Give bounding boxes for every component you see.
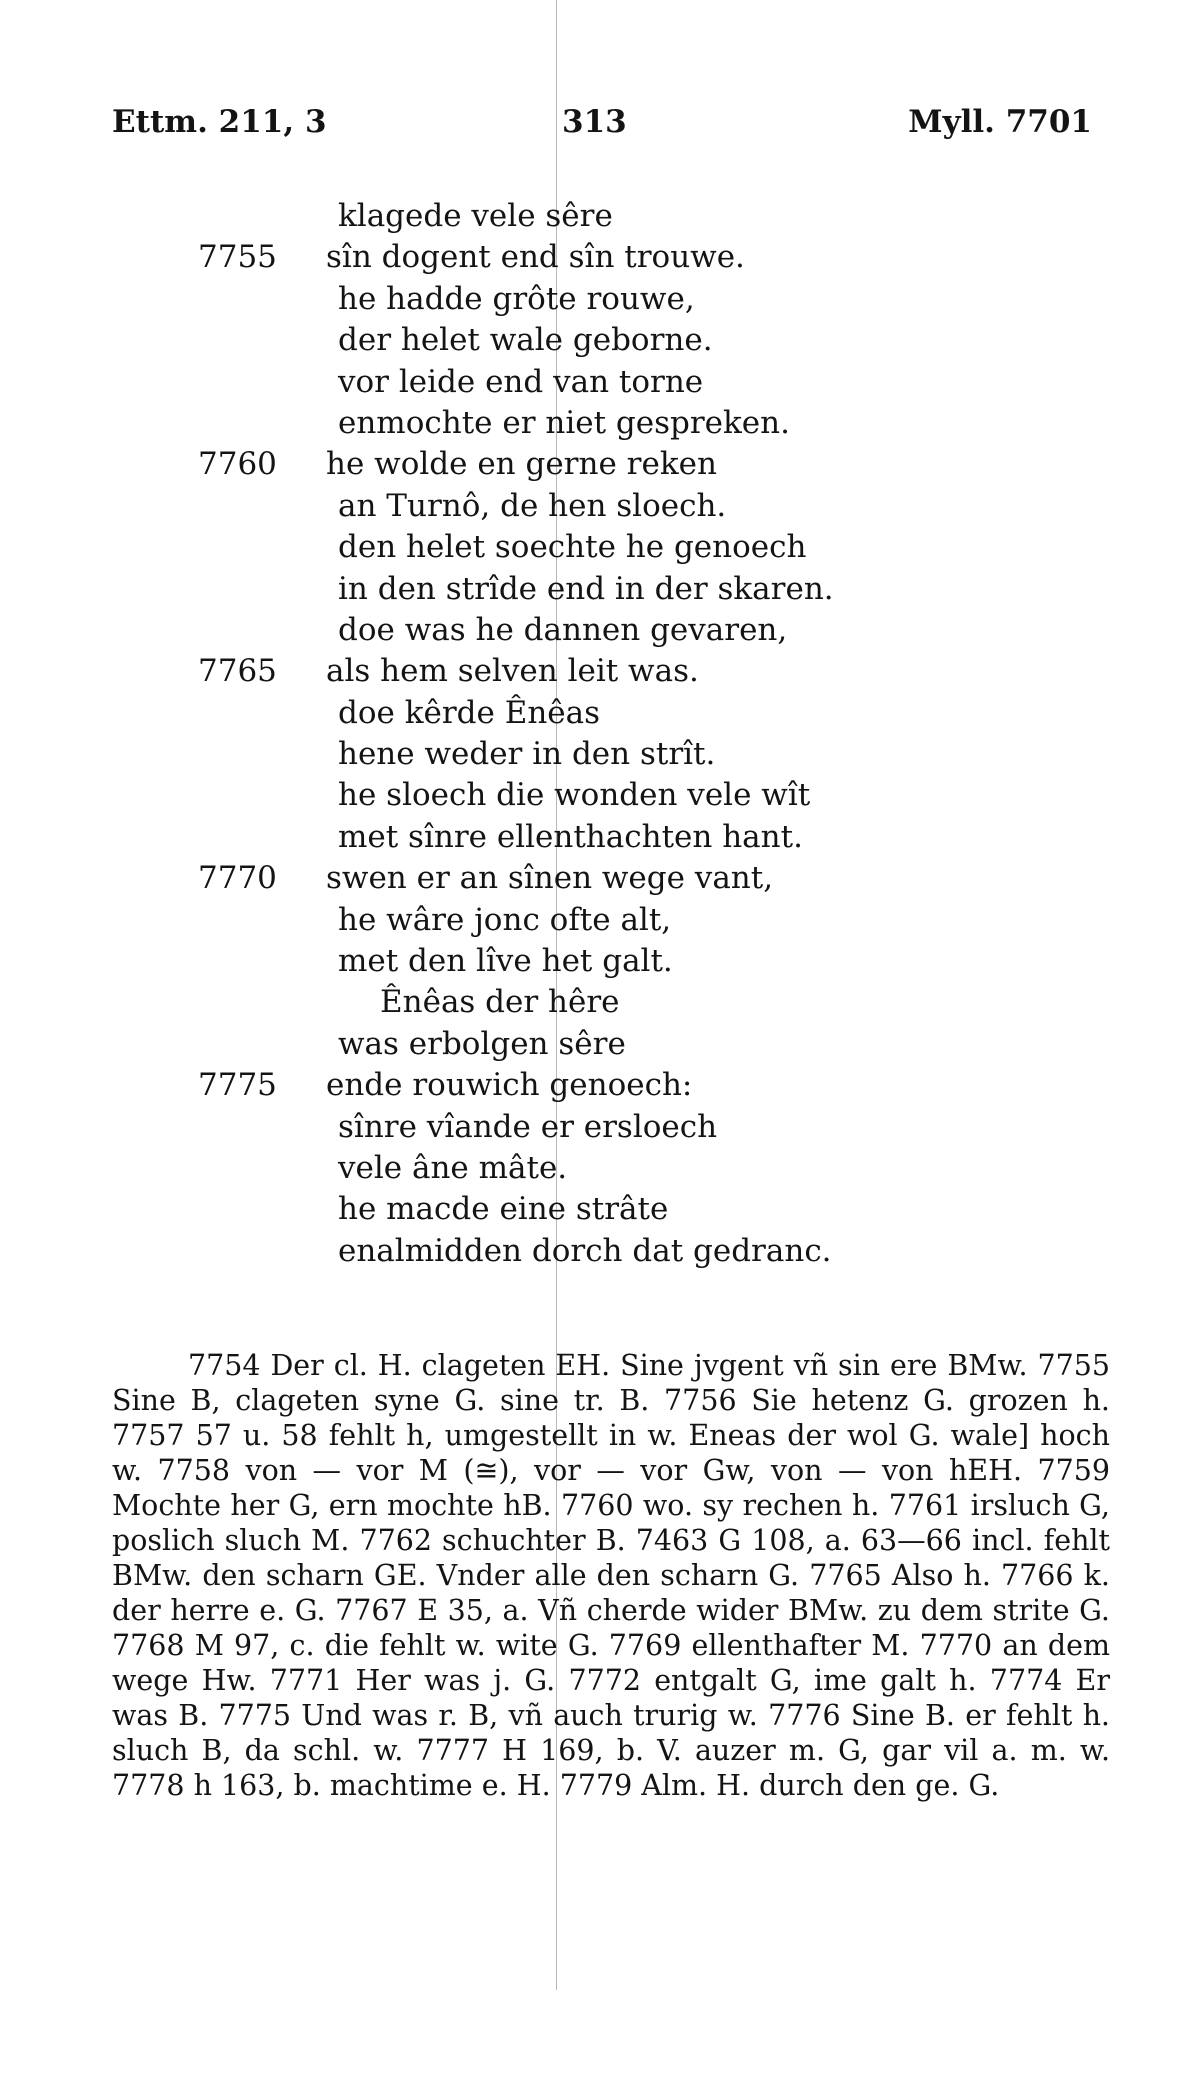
verse-line [0, 237, 1200, 278]
verse-number: 7765 [198, 653, 277, 690]
verse-number: 7760 [198, 446, 277, 483]
verse-line [0, 941, 1200, 982]
verse-text: vele âne mâte. [338, 1149, 568, 1186]
verse-line [0, 279, 1200, 320]
verse-line [0, 775, 1200, 816]
verse-line [0, 1065, 1200, 1106]
header-ettmueller-reference: Ettm. 211, 3 [112, 104, 327, 140]
verse-line [0, 651, 1200, 692]
header-myller-reference: Myll. 7701 [908, 104, 1092, 140]
verse-text: sînre vîande er ersloech [338, 1108, 718, 1145]
verse-line [0, 982, 1200, 1023]
verse-text: sîn dogent end sîn trouwe. [326, 239, 745, 276]
verse-text: was erbolgen sêre [338, 1025, 626, 1062]
verse-text: enalmidden dorch dat gedranc. [338, 1232, 832, 1269]
verse-line [0, 569, 1200, 610]
verse-text: hene weder in den strît. [338, 736, 716, 773]
verse-text: den helet soechte he genoech [338, 529, 807, 566]
verse-line [0, 1231, 1200, 1272]
verse-text: he sloech die wonden vele wît [338, 777, 811, 814]
verse-text: doe was he dannen gevaren, [338, 611, 788, 648]
verse-number: 7770 [198, 860, 277, 897]
verse-line [0, 486, 1200, 527]
verse-line [0, 320, 1200, 361]
verse-text: als hem selven leit was. [326, 653, 699, 690]
verse-text: swen er an sînen wege vant, [326, 860, 774, 897]
verse-line [0, 900, 1200, 941]
verse-line [0, 403, 1200, 444]
page-header [112, 104, 1092, 144]
verse-line [0, 1024, 1200, 1065]
verse-text: he hadde grôte rouwe, [338, 280, 695, 317]
verse-line [0, 527, 1200, 568]
verse-line [0, 444, 1200, 485]
verse-text: doe kêrde Ênêas [338, 694, 601, 731]
verse-line [0, 1148, 1200, 1189]
apparatus-text: 7754 Der cl. H. clageten EH. Sine jvgent vñ sin ere BMw. 7755 Sine B, clageten syne G. sine tr. B. 7756 Sie hetenz G. grozen h. 7757 57 u. 58 fehlt h, umgestellt in w. Eneas der wol G. wale] hoch w. 7758 von — vor M (≅), vor — vor Gw, von — von hEH. 7759 Mochte her G, ern mochte hB. 7760 wo. sy rechen h. 7761 irsluch G, poslich sluch M. 7762 schuchter B. 7463 G 108, a. 63—66 incl. fehlt BMw. den scharn GE. Vnder alle den scharn G. 7765 Also h. 7766 k. der herre e. G. 7767 E 35, a. Vñ cherde wider BMw. zu dem strite G. 7768 M 97, c. die fehlt w. wite G. 7769 ellenthafter M. 7770 an dem wege Hw. 7771 Her was j. G. 7772 entgalt G, ime galt h. 7774 Er was B. 7775 Und was r. B, vñ auch trurig w. 7776 Sine B. er fehlt h. sluch B, da schl. w. 7777 H 169, b. V. auzer m. G, gar vil a. m. w. 7778 h 163, b. machtime e. H. 7779 Alm. H. durch den ge. G. [112, 1349, 1110, 1802]
verse-text-block [0, 196, 1200, 1272]
verse-text: an Turnô, de hen sloech. [338, 487, 727, 524]
verse-text: met den lîve het galt. [338, 943, 673, 980]
verse-number: 7775 [198, 1067, 277, 1104]
verse-text: he wolde en gerne reken [326, 446, 717, 483]
verse-line [0, 734, 1200, 775]
verse-text: in den strîde end in der skaren. [338, 570, 834, 607]
verse-line [0, 1107, 1200, 1148]
critical-apparatus [112, 1348, 1110, 1803]
verse-line [0, 693, 1200, 734]
verse-text: Ênêas der hêre [380, 984, 620, 1021]
page-number: 313 [562, 104, 627, 140]
verse-text: vor leide end van torne [338, 363, 704, 400]
verse-line [0, 858, 1200, 899]
verse-number: 7755 [198, 239, 277, 276]
verse-line [0, 610, 1200, 651]
verse-text: der helet wale geborne. [338, 322, 713, 359]
verse-text: ende rouwich genoech: [326, 1067, 693, 1104]
verse-text: enmochte er niet gespreken. [338, 404, 790, 441]
verse-text: he macde eine strâte [338, 1191, 669, 1228]
verse-line [0, 817, 1200, 858]
verse-text: klagede vele sêre [338, 198, 613, 234]
verse-text: he wâre jonc ofte alt, [338, 901, 672, 938]
verse-text: met sînre ellenthachten hant. [338, 818, 803, 855]
verse-line [0, 196, 1200, 237]
verse-line [0, 362, 1200, 403]
verse-line [0, 1189, 1200, 1230]
